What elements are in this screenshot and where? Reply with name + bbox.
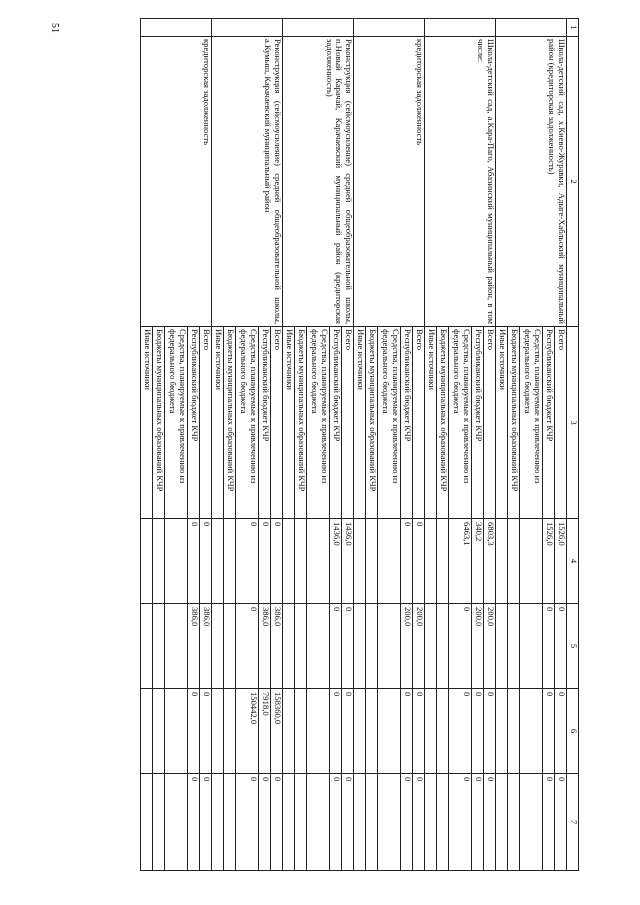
table-row (200, 19, 212, 871)
value-cell: 200,0 (472, 604, 484, 689)
value-cell: 0 (449, 774, 472, 871)
value-cell: 0 (401, 519, 413, 604)
value-cell: 0 (555, 604, 567, 689)
value-cell: 386,0 (188, 604, 200, 689)
value-cell (165, 519, 188, 604)
budget-table (140, 18, 579, 871)
value-cell (425, 604, 437, 689)
value-cell (212, 774, 224, 871)
value-cell: 1526,0 (555, 519, 567, 604)
value-cell: 0 (188, 774, 200, 871)
source-cell: Иные источники (354, 327, 366, 519)
value-cell (425, 689, 437, 774)
value-cell: 0 (342, 604, 354, 689)
source-cell: Бюджеты муниципальных образований КЧР (224, 327, 236, 519)
source-cell: Бюджеты муниципальных образований КЧР (153, 327, 165, 519)
value-cell: 6803,3 (484, 519, 496, 604)
value-cell (378, 519, 401, 604)
source-cell: Всего (200, 327, 212, 519)
value-cell (307, 774, 330, 871)
value-cell: 0 (543, 689, 555, 774)
source-cell: Средства, планируемые к привлечению из федерального бюджета (307, 327, 330, 519)
value-cell (496, 689, 508, 774)
source-cell: Всего (555, 327, 567, 519)
value-cell (153, 604, 165, 689)
value-cell: 158360,0 (271, 689, 283, 774)
value-cell: 0 (188, 689, 200, 774)
value-cell (366, 689, 378, 774)
row-number-cell (425, 19, 496, 37)
value-cell (307, 604, 330, 689)
value-cell: 0 (200, 519, 212, 604)
value-cell (295, 689, 307, 774)
value-cell (307, 689, 330, 774)
value-cell (212, 519, 224, 604)
source-cell: Средства, планируемые к привлечению из федерального бюджета (520, 327, 543, 519)
value-cell (354, 519, 366, 604)
value-cell (212, 689, 224, 774)
header-row (567, 19, 579, 871)
value-cell (378, 689, 401, 774)
source-cell: Республиканский бюджет КЧР (472, 327, 484, 519)
value-cell (224, 689, 236, 774)
value-cell: 1526,0 (543, 519, 555, 604)
source-cell: Республиканский бюджет КЧР (330, 327, 342, 519)
value-cell (508, 689, 520, 774)
value-cell: 200,0 (484, 604, 496, 689)
header-cell: 7 (567, 774, 579, 871)
value-cell (153, 689, 165, 774)
header-cell: 5 (567, 604, 579, 689)
value-cell: 0 (330, 689, 342, 774)
value-cell: 0 (449, 604, 472, 689)
value-cell: 0 (200, 774, 212, 871)
value-cell: 0 (543, 604, 555, 689)
header-cell: 6 (567, 689, 579, 774)
value-cell (437, 689, 449, 774)
value-cell: 0 (401, 689, 413, 774)
value-cell (520, 774, 543, 871)
row-number-cell (496, 19, 567, 37)
row-number-cell (283, 19, 354, 37)
value-cell: 0 (413, 519, 425, 604)
value-cell: 0 (259, 519, 271, 604)
source-cell: Республиканский бюджет КЧР (188, 327, 200, 519)
value-cell (283, 519, 295, 604)
value-cell (283, 774, 295, 871)
header-cell: 3 (567, 327, 579, 519)
table-row (484, 19, 496, 871)
row-number-cell (354, 19, 425, 37)
value-cell (141, 774, 153, 871)
value-cell (224, 519, 236, 604)
value-cell: 386,0 (259, 604, 271, 689)
value-cell (520, 689, 543, 774)
source-cell: Республиканский бюджет КЧР (259, 327, 271, 519)
header-cell: 2 (567, 37, 579, 327)
value-cell (437, 604, 449, 689)
source-cell: Средства, планируемые к привлечению из федерального бюджета (236, 327, 259, 519)
row-number-cell (212, 19, 283, 37)
page-number: 51 (49, 23, 60, 33)
value-cell: 0 (449, 689, 472, 774)
value-cell (496, 774, 508, 871)
value-cell (153, 519, 165, 604)
value-cell (354, 689, 366, 774)
value-cell (283, 689, 295, 774)
value-cell: 0 (555, 689, 567, 774)
header-cell: 1 (567, 19, 579, 37)
object-name-cell: Школа-детский сад, а.Кара-Паго, Абазинский муниципальный район, в том числе: (425, 37, 496, 327)
rotated-page (67, 18, 579, 870)
source-cell: Республиканский бюджет КЧР (543, 327, 555, 519)
value-cell: 200,0 (413, 604, 425, 689)
source-cell: Всего (342, 327, 354, 519)
value-cell (437, 519, 449, 604)
value-cell: 6463,1 (449, 519, 472, 604)
object-name-cell: Реконструкция (сейсмоусиление) средней общеобразовательной школы, п.Новый Карачай, Карачаевский муниципальный район (кредиторская задолженность) (283, 37, 354, 327)
value-cell (283, 604, 295, 689)
value-cell: 0 (555, 774, 567, 871)
value-cell: 7918,0 (259, 689, 271, 774)
source-cell: Всего (484, 327, 496, 519)
source-cell: Средства, планируемые к привлечению из федерального бюджета (165, 327, 188, 519)
value-cell: 0 (236, 604, 259, 689)
source-cell: Бюджеты муниципальных образований КЧР (295, 327, 307, 519)
source-cell: Средства, планируемые к привлечению из федерального бюджета (378, 327, 401, 519)
value-cell (508, 519, 520, 604)
object-name-cell: Реконструкция (сейсмоусиление) средней общеобразовательной школы, а.Кумыш, Карачаевский муниципальный район (212, 37, 283, 327)
value-cell (165, 774, 188, 871)
value-cell (378, 604, 401, 689)
source-cell: Иные источники (425, 327, 437, 519)
value-cell: 0 (543, 774, 555, 871)
value-cell: 340,2 (472, 519, 484, 604)
value-cell: 200,0 (401, 604, 413, 689)
value-cell: 386,0 (271, 604, 283, 689)
value-cell (212, 604, 224, 689)
value-cell (496, 604, 508, 689)
source-cell: Бюджеты муниципальных образований КЧР (508, 327, 520, 519)
value-cell: 0 (271, 774, 283, 871)
source-cell: Бюджеты муниципальных образований КЧР (437, 327, 449, 519)
value-cell: 0 (330, 774, 342, 871)
value-cell: 0 (484, 689, 496, 774)
value-cell (165, 689, 188, 774)
value-cell (425, 774, 437, 871)
value-cell (366, 774, 378, 871)
value-cell: 0 (413, 774, 425, 871)
value-cell: 0 (401, 774, 413, 871)
value-cell (520, 604, 543, 689)
value-cell (295, 774, 307, 871)
value-cell: 0 (330, 604, 342, 689)
value-cell (520, 519, 543, 604)
value-cell (508, 604, 520, 689)
value-cell: 0 (472, 774, 484, 871)
value-cell: 0 (413, 689, 425, 774)
value-cell: 0 (236, 519, 259, 604)
source-cell: Иные источники (141, 327, 153, 519)
table-row (342, 19, 354, 871)
source-cell: Иные источники (283, 327, 295, 519)
object-name-cell: кредиторская задолженность (141, 37, 212, 327)
value-cell (366, 519, 378, 604)
value-cell (496, 519, 508, 604)
value-cell (366, 604, 378, 689)
value-cell (153, 774, 165, 871)
value-cell (295, 604, 307, 689)
value-cell: 0 (342, 774, 354, 871)
object-name-cell: Школа-детский сад, х.Киево-Журавки, Адыге-Хабльский муниципальный район (кредиторская задолженность) (496, 37, 567, 327)
value-cell (354, 774, 366, 871)
value-cell: 0 (236, 774, 259, 871)
table-row (271, 19, 283, 871)
value-cell: 0 (472, 689, 484, 774)
object-name-cell: кредиторская задолженность (354, 37, 425, 327)
value-cell (141, 604, 153, 689)
source-cell: Иные источники (496, 327, 508, 519)
value-cell: 0 (188, 519, 200, 604)
source-cell: Средства, планируемые к привлечению из федерального бюджета (449, 327, 472, 519)
value-cell: 0 (271, 519, 283, 604)
value-cell (354, 604, 366, 689)
value-cell (295, 519, 307, 604)
source-cell: Республиканский бюджет КЧР (401, 327, 413, 519)
value-cell (141, 689, 153, 774)
source-cell: Всего (271, 327, 283, 519)
source-cell: Иные источники (212, 327, 224, 519)
table-row (555, 19, 567, 871)
value-cell: 0 (342, 689, 354, 774)
source-cell: Всего (413, 327, 425, 519)
value-cell (224, 774, 236, 871)
value-cell (508, 774, 520, 871)
value-cell (165, 604, 188, 689)
table-row (413, 19, 425, 871)
value-cell: 1436,0 (342, 519, 354, 604)
header-cell: 4 (567, 519, 579, 604)
value-cell (141, 519, 153, 604)
value-cell: 1436,0 (330, 519, 342, 604)
value-cell: 0 (200, 689, 212, 774)
source-cell: Бюджеты муниципальных образований КЧР (366, 327, 378, 519)
value-cell (307, 519, 330, 604)
value-cell: 0 (259, 774, 271, 871)
value-cell: 150442,0 (236, 689, 259, 774)
value-cell: 386,0 (200, 604, 212, 689)
value-cell (437, 774, 449, 871)
value-cell: 0 (484, 774, 496, 871)
value-cell (425, 519, 437, 604)
value-cell (224, 604, 236, 689)
value-cell (378, 774, 401, 871)
row-number-cell (141, 19, 212, 37)
